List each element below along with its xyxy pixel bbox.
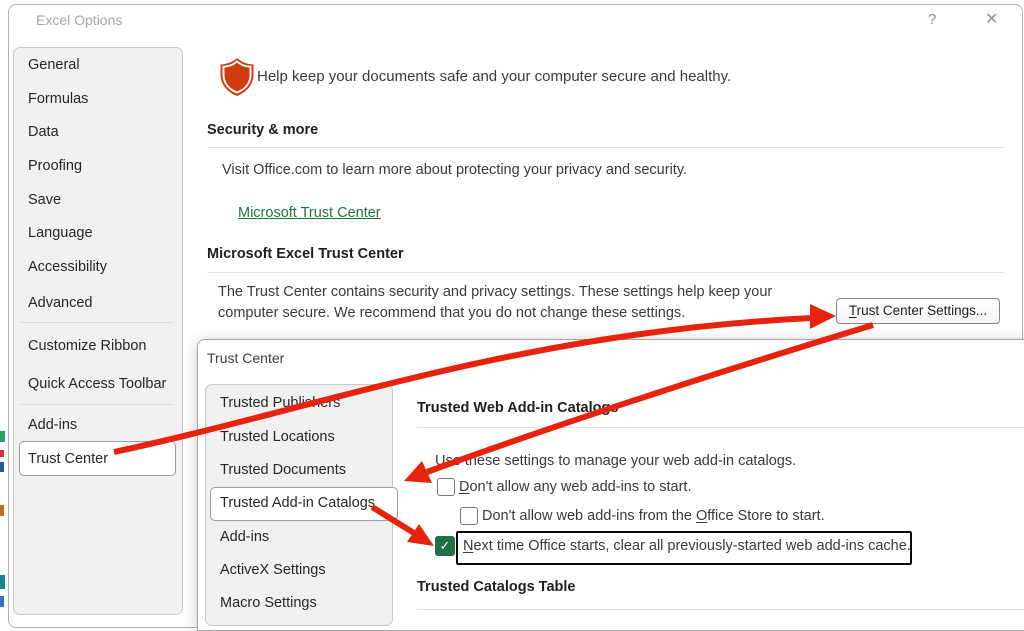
label-text: on't allow any web add-ins to start.	[469, 479, 692, 495]
trust-item-trusted-documents[interactable]: Trusted Documents	[220, 462, 346, 478]
trust-item-activex-settings[interactable]: ActiveX Settings	[220, 562, 326, 578]
label-accelerator: N	[463, 538, 474, 554]
sidebar-item-customize-ribbon[interactable]: Customize Ribbon	[28, 338, 147, 354]
sidebar-item-general[interactable]: General	[28, 57, 80, 73]
dont-allow-web-addins-checkbox[interactable]	[437, 478, 455, 496]
sidebar-item-formulas[interactable]: Formulas	[28, 91, 89, 107]
label-text: ffice Store to start.	[707, 508, 825, 524]
dont-allow-web-addins-label[interactable]	[459, 479, 691, 496]
trust-item-trusted-add-in-catalogs[interactable]: Trusted Add-in Catalogs	[220, 495, 376, 511]
section-divider	[207, 272, 1004, 273]
button-label: rust Center Settings...	[856, 303, 988, 318]
sidebar-item-accessibility[interactable]: Accessibility	[28, 259, 107, 275]
checkmark-icon: ✓	[439, 538, 451, 553]
section-divider	[417, 427, 1024, 428]
background-window-fragment	[0, 450, 4, 457]
sidebar-item-data[interactable]: Data	[28, 124, 59, 140]
dont-allow-office-store-checkbox[interactable]	[460, 507, 478, 525]
panel-intro-text: Use these settings to manage your web add-in catalogs.	[435, 453, 797, 469]
background-window-fragment	[0, 431, 5, 442]
sidebar-item-add-ins[interactable]: Add-ins	[28, 417, 78, 433]
trusted-web-addin-catalogs-heading: Trusted Web Add-in Catalogs	[417, 400, 619, 416]
background-window-fragment	[0, 596, 4, 607]
section-divider	[207, 147, 1004, 148]
label-text: Don't allow web add-ins from the	[482, 508, 696, 524]
sidebar-item-language[interactable]: Language	[28, 225, 93, 241]
label-text: ext time Office starts, clear all previously-started web add-ins cache.	[473, 538, 911, 554]
microsoft-trust-center-link[interactable]: Microsoft Trust Center	[238, 205, 381, 221]
help-icon[interactable]: ?	[928, 11, 937, 28]
trust-item-macro-settings[interactable]: Macro Settings	[220, 595, 317, 611]
section-divider	[417, 609, 1024, 610]
shield-icon	[218, 57, 256, 102]
sidebar-item-quick-access-toolbar[interactable]: Quick Access Toolbar	[28, 376, 167, 392]
security-more-heading: Security & more	[207, 122, 319, 138]
button-accelerator: T	[848, 303, 857, 318]
dialog-title: Trust Center	[207, 350, 285, 366]
background-window-fragment	[0, 505, 4, 516]
sidebar-item-trust-center[interactable]: Trust Center	[28, 451, 109, 467]
window-title: Excel Options	[36, 12, 123, 28]
visit-office-text: Visit Office.com to learn more about protecting your privacy and security.	[222, 162, 688, 178]
clear-cache-label[interactable]	[463, 538, 911, 555]
trust-item-trusted-locations[interactable]: Trusted Locations	[220, 429, 335, 445]
trust-item-add-ins[interactable]: Add-ins	[220, 529, 270, 545]
sidebar-item-save[interactable]: Save	[28, 192, 62, 208]
label-accelerator: D	[459, 479, 470, 495]
trust-center-description-line1: The Trust Center contains security and privacy settings. These settings help keep your	[218, 284, 773, 300]
sidebar-item-advanced[interactable]: Advanced	[28, 295, 93, 311]
sidebar-item-proofing[interactable]: Proofing	[28, 158, 83, 174]
sidebar-divider	[20, 322, 174, 323]
excel-trust-center-heading: Microsoft Excel Trust Center	[207, 246, 404, 262]
label-accelerator: O	[695, 508, 708, 524]
clear-cache-checkbox[interactable]	[435, 536, 455, 556]
background-window-fragment	[0, 575, 5, 589]
trust-item-trusted-publishers[interactable]: Trusted Publishers	[220, 395, 341, 411]
background-window-fragment	[0, 462, 4, 472]
intro-text: Help keep your documents safe and your computer secure and healthy.	[257, 68, 732, 85]
trust-center-description-line2: computer secure. We recommend that you do not change these settings.	[218, 305, 686, 321]
close-icon[interactable]: ✕	[985, 11, 999, 28]
dont-allow-office-store-label[interactable]	[482, 508, 825, 525]
trusted-catalogs-table-heading: Trusted Catalogs Table	[417, 579, 576, 595]
trust-center-settings-button[interactable]	[836, 298, 1000, 324]
sidebar-divider	[20, 404, 174, 405]
